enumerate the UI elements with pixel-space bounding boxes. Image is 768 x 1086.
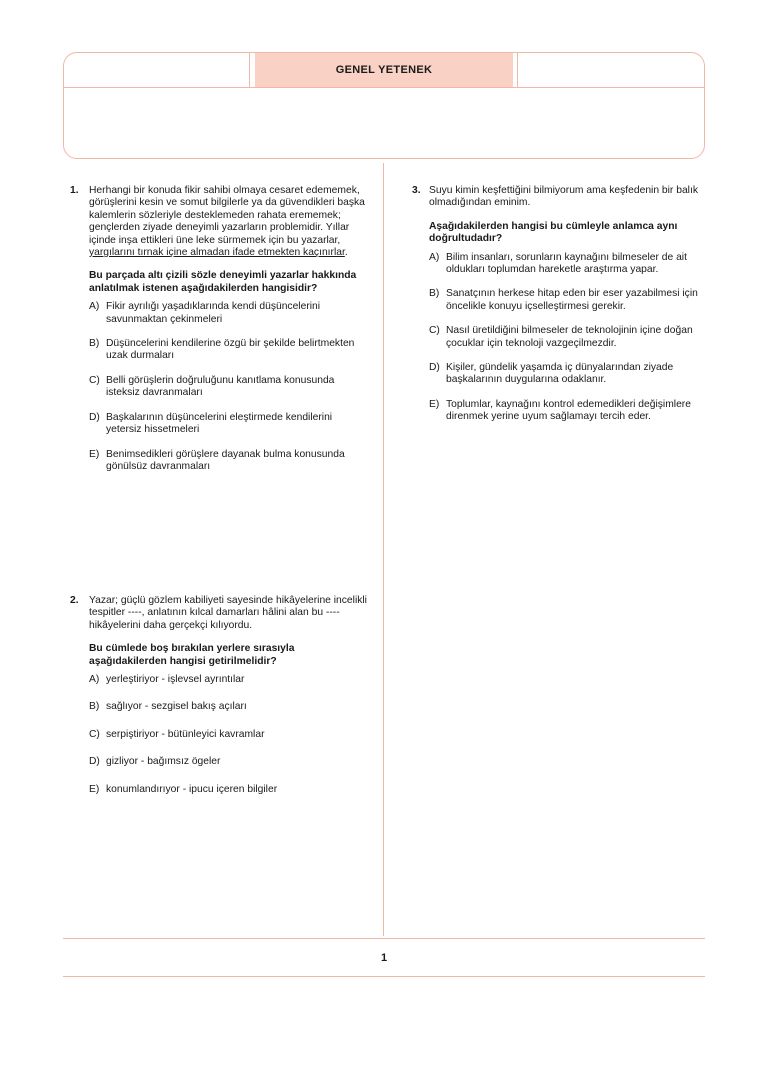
option-a[interactable]: A) Bilim insanları, sorunların kaynağını bilmeseler de ait oldukları toplumdan hareketle araştırma yapar.	[429, 251, 687, 276]
option-e[interactable]: E) Toplumlar, kaynağını kontrol edemedikleri değişimlere direnmek yerine uyum sağlamayı tercih eder.	[429, 398, 691, 423]
question-prompt: Bu cümlede boş bırakılan yerlere sırasıyla aşağıdakilerden hangisi getirilmelidir?	[89, 643, 295, 667]
option-a[interactable]: A) yerleştiriyor - işlevsel ayrıntılar	[89, 674, 245, 686]
question-stem: Herhangi bir konuda fikir sahibi olmaya cesaret edememek, görüşlerini kesin ve somut bilgilerle ya da güvendikleri başka kalemlerin sözleriyle desteklemeden rahata erememek; gençlerden ziyade deneyimli yazarların problemidir. Yıllar içinde inşa ettikleri üne leke sürmemek için bu yazarlar, yargılarını tırnak içine almadan ifade etmekten kaçınırlar.	[89, 185, 365, 259]
question-number: 2.	[70, 595, 79, 606]
question-1	[70, 185, 370, 473]
footer-top-rule	[63, 938, 705, 939]
question-3	[412, 185, 717, 424]
header-left-separator	[249, 52, 250, 87]
underlined-phrase: yargılarını tırnak içine almadan ifade etmekten kaçınırlar	[89, 247, 345, 259]
question-prompt: Aşağıdakilerden hangisi bu cümleyle anlamca aynı doğrultudadır?	[429, 220, 678, 245]
question-prompt: Bu parçada altı çizili sözle deneyimli yazarlar hakkında anlatılmak istenen aşağıdakilerden hangisidir?	[89, 270, 357, 294]
option-d[interactable]: D) gizliyor - bağımsız ögeler	[89, 756, 221, 768]
option-e[interactable]: E) Benimsedikleri görüşlere dayanak bulma konusunda gönülsüz davranmaları	[89, 448, 345, 472]
option-d[interactable]: D) Başkalarının düşüncelerini eleştirmede kendilerini yetersiz hissetmeleri	[89, 411, 333, 436]
header-divider	[63, 87, 705, 88]
question-stem: Yazar; güçlü gözlem kabiliyeti sayesinde hikâyelerine incelikli tespitler ----, anlatının kılcal damarları hâlini alan bu ---- hikâyelerini daha gerçekçi kılıyordu.	[89, 595, 367, 631]
question-stem: Suyu kimin keşfettiğini bilmiyorum ama keşfedenin bir balık olmadığından eminim.	[429, 185, 698, 209]
column-divider	[383, 163, 384, 936]
question-number: 1.	[70, 185, 79, 196]
question-number: 3.	[412, 185, 421, 196]
footer-bottom-rule	[63, 976, 705, 977]
option-a[interactable]: A) Fikir ayrılığı yaşadıklarında kendi düşüncelerini savunmaktan çekinmeleri	[89, 301, 321, 325]
option-b[interactable]: B) Düşüncelerini kendilerine özgü bir şekilde belirtmekten uzak durmaları	[89, 338, 355, 362]
option-b[interactable]: B) Sanatçının herkese hitap eden bir eser yazabilmesi için öncelikle konuyu içselleştirmesi gerekir.	[429, 288, 698, 312]
option-c[interactable]: C) Belli görüşlerin doğruluğunu kanıtlama konusunda isteksiz davranmaları	[89, 374, 335, 399]
option-e[interactable]: E) konumlandırıyor - ipucu içeren bilgiler	[89, 783, 278, 795]
option-c[interactable]: C) Nasıl üretildiğini bilmeseler de teknolojinin içine doğan çocuklar için teknoloji vazgeçilmezdir.	[429, 325, 693, 349]
option-b[interactable]: B) sağlıyor - sezgisel bakış açıları	[89, 701, 247, 713]
option-d[interactable]: D) Kişiler, gündelik yaşamda iç dünyalarından ziyade başkalarının duygularına odaklanır.	[429, 362, 674, 386]
section-title: GENEL YETENEK	[255, 53, 513, 87]
header-right-separator	[517, 52, 518, 87]
question-2	[70, 595, 370, 796]
option-c[interactable]: C) serpiştiriyor - bütünleyici kavramlar	[89, 728, 265, 740]
page-number: 1	[380, 952, 388, 964]
